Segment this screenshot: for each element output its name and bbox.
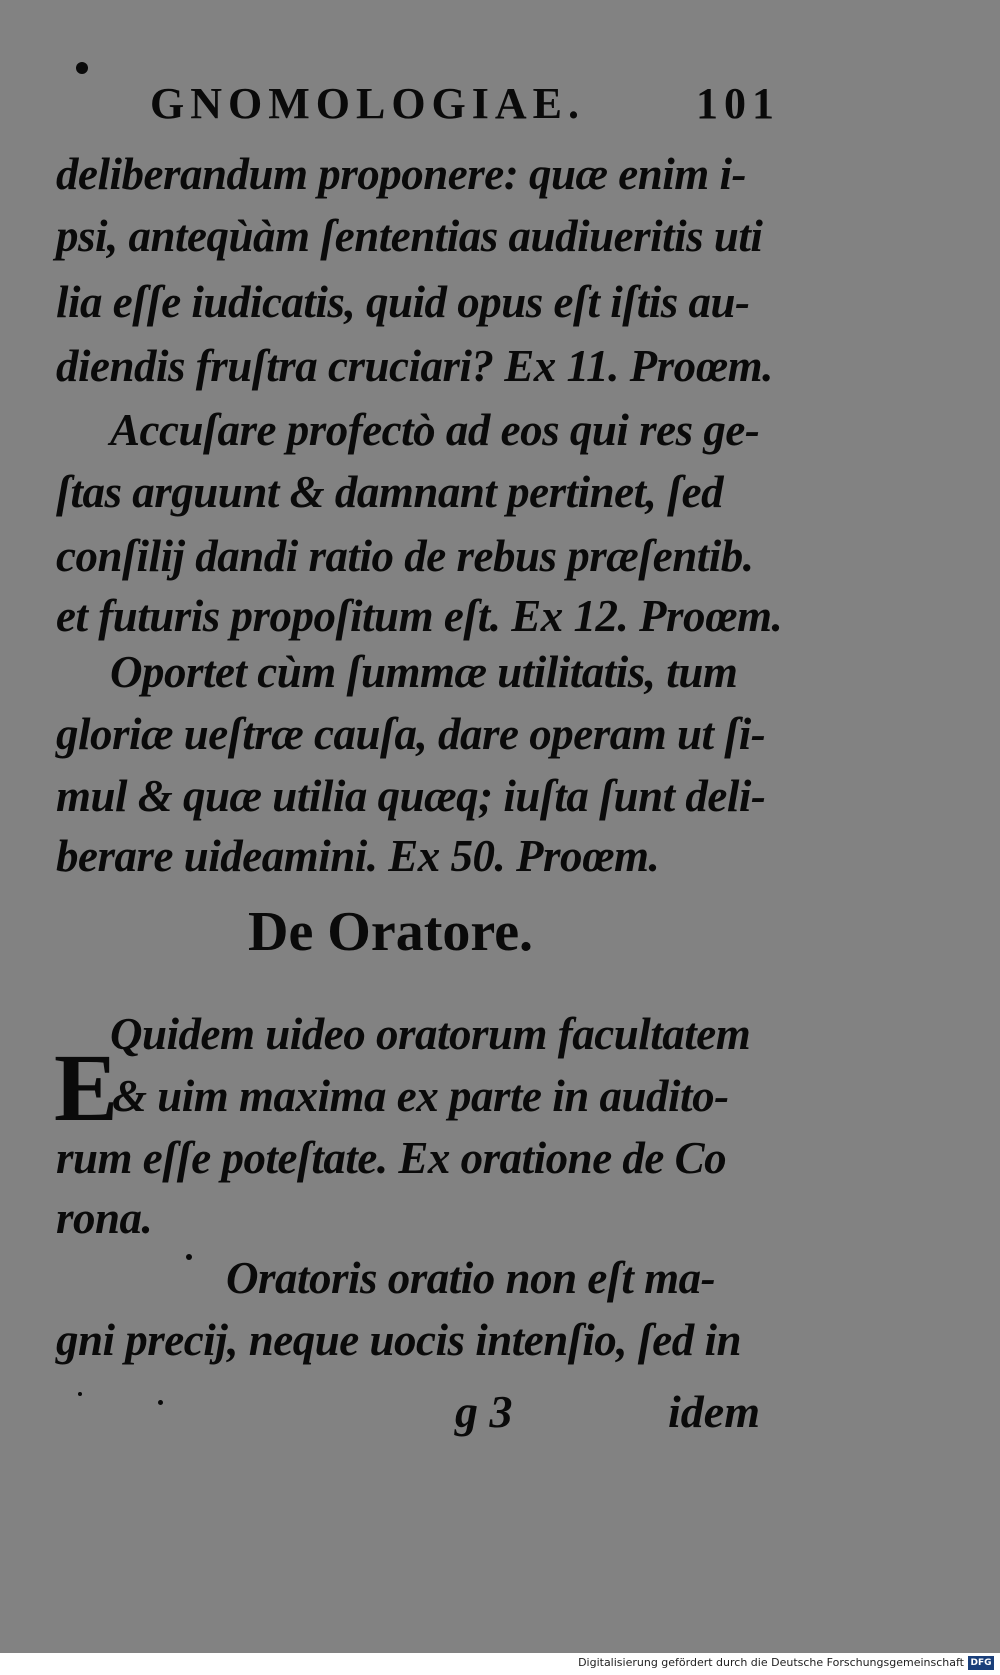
body-line: diendis fruſtra cruciari? Ex 11. Proœm. xyxy=(56,341,773,391)
section-line: Oratoris oratio non eſt ma- xyxy=(226,1253,716,1303)
dfg-logo: DFG xyxy=(968,1656,994,1670)
ink-speck xyxy=(186,1254,192,1260)
digitization-credit: Digitalisierung gefördert durch die Deutsche Forschungsgemeinschaft xyxy=(578,1656,964,1669)
ink-speck xyxy=(158,1400,163,1405)
body-line: et futuris propoſitum eſt. Ex 12. Proœm. xyxy=(56,591,783,641)
body-line: mul & quæ utilia quæq; iuſta ſunt deli- xyxy=(56,771,766,821)
body-line: Accuſare profectò ad eos qui res ge- xyxy=(110,405,760,455)
body-line: conſilij dandi ratio de rebus præſentib. xyxy=(56,531,754,581)
body-line: ſtas arguunt & damnant pertinet, ſed xyxy=(56,467,724,517)
body-line: berare uideamini. Ex 50. Proœm. xyxy=(56,831,660,881)
page-number: 101 xyxy=(696,79,780,128)
drop-capital: E xyxy=(54,1034,119,1141)
catchword: idem xyxy=(668,1386,760,1437)
body-line: Oportet cùm ſummæ utilitatis, tum xyxy=(110,647,738,697)
section-line: Quidem uideo oratorum facultatem xyxy=(110,1009,751,1059)
body-line: lia eſſe iudicatis, quid opus eſt iſtis au- xyxy=(56,277,750,327)
running-header xyxy=(150,78,780,129)
section-heading: De Oratore. xyxy=(248,901,534,963)
body-line: psi, anteqùàm ſententias audiueritis uti xyxy=(56,211,763,261)
signature-mark: g 3 xyxy=(455,1386,513,1437)
body-line: gloriæ ueſtræ cauſa, dare operam ut ſi- xyxy=(56,709,766,759)
section-line: rona. xyxy=(56,1193,153,1243)
section-line: gni precij, neque uocis intenſio, ſed in xyxy=(56,1315,742,1365)
ink-speck xyxy=(76,62,88,74)
section-line: rum eſſe poteſtate. Ex oratione de Co xyxy=(56,1133,727,1183)
section-line: & uim maxima ex parte in audito- xyxy=(112,1071,729,1121)
running-title: GNOMOLOGIAE. xyxy=(150,79,586,128)
ink-speck xyxy=(78,1392,82,1396)
body-line: deliberandum proponere: quæ enim i- xyxy=(56,149,747,199)
